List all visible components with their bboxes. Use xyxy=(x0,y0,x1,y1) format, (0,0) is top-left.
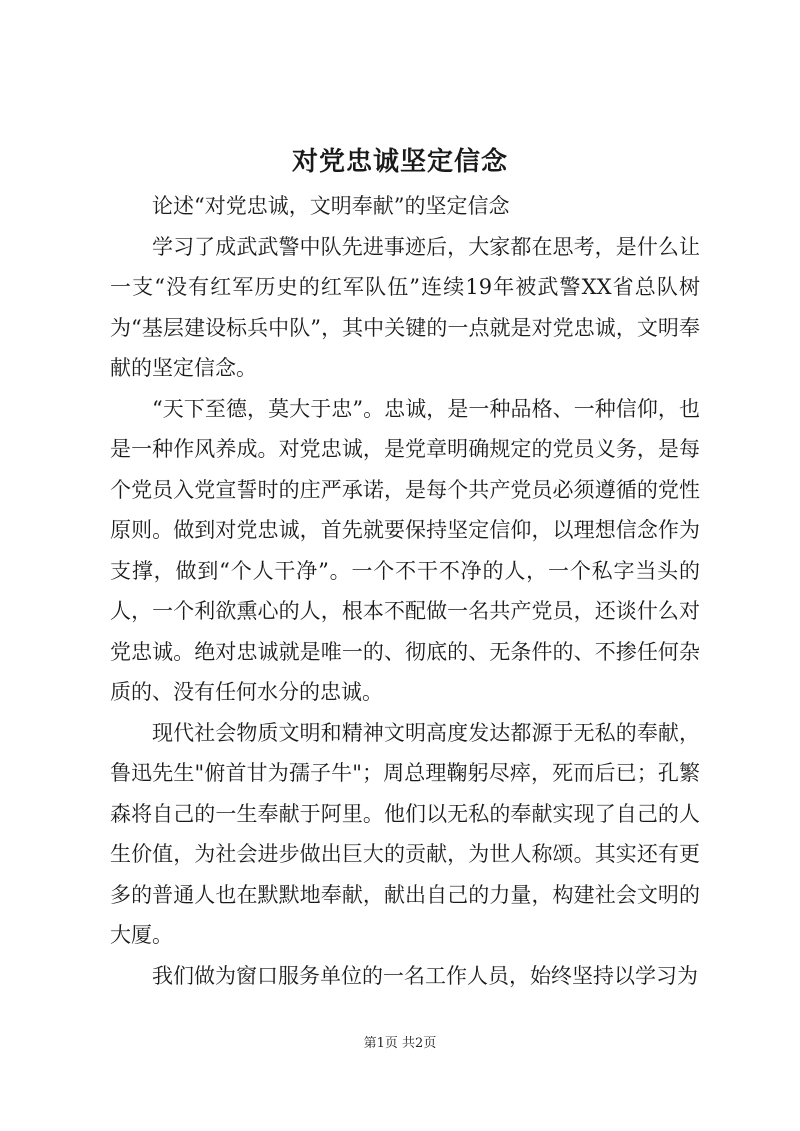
document-title: 对党忠诚坚定信念 xyxy=(291,147,508,177)
body-paragraph: 现代社会物质文明和精神文明高度发达都源于无私的奉献，鲁迅先生"俯首甘为孺子牛"；周总理鞠躬尽瘁，死而后已；孔繁森将自己的一生奉献于阿里。他们以无私的奉献实现了自己的人生价值，为社会进步做出巨大的贡献，为世人称颂。其实还有更多的普通人也在默默地奉献，献出自己的力量，构建社会文明的大厦。 xyxy=(110,720,700,947)
document-body xyxy=(110,186,700,996)
subtitle-paragraph: 论述“对党忠诚，文明奉献”的坚定信念 xyxy=(152,194,510,218)
body-paragraph: 我们做为窗口服务单位的一名工作人员，始终坚持以学习为 xyxy=(152,963,698,988)
body-paragraph: 学习了成武武警中队先进事迹后，大家都在思考，是什么让一支“没有红军历史的红军队伍”连续19年被武警XX省总队树为“基层建设标兵中队”，其中关键的一点就是对党忠诚，文明奉献的坚定信念。 xyxy=(110,234,700,380)
page-number-footer: 第1页 共2页 xyxy=(363,1036,437,1051)
body-paragraph: “天下至德，莫大于忠”。忠诚，是一种品格、一种信仰，也是一种作风养成。对党忠诚，是党章明确规定的党员义务，是每个党员入党宣誓时的庄严承诺，是每个共产党员必须遵循的党性原则。做到对党忠诚，首先就要保持坚定信仰，以理想信念作为支撑，做到“个人干净”。一个不干不净的人，一个私字当头的人，一个利欲熏心的人，根本不配做一名共产党员，还谈什么对党忠诚。绝对忠诚就是唯一的、彻底的、无条件的、不掺任何杂质的、没有任何水分的忠诚。 xyxy=(110,396,700,704)
